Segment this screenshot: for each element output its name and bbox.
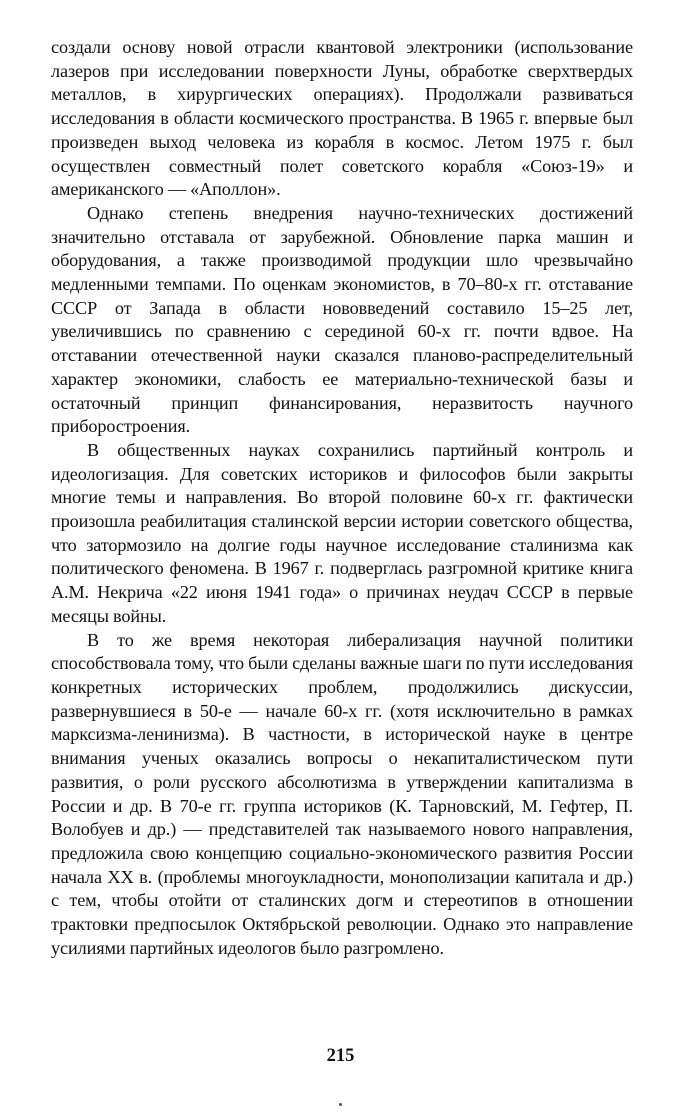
page-body (51, 36, 633, 960)
scan-speck (339, 1103, 342, 1106)
page-number: 215 (326, 1046, 355, 1066)
paragraph-4: В то же время некоторая либерализация научной политики способствовала тому, что были сделаны важные шаги по пути исследования конкретных исторических проблем, продолжились дискуссии, развернувшиеся в 50-е — начале 60-х гг. (хотя исключительно в рамках марксизма-ленинизма). В частности, в исторической науке в центре внимания ученых оказались вопросы о некапиталистическом пути развития, о роли русского абсолютизма в утверждении капитализма в России и др. В 70-е гг. группа историков (К. Тарновский, М. Гефтер, П. Волобуев и др.) — представителей так называемого нового направления, предложила свою концепцию социально-экономического развития России начала XX в. (проблемы многоукладности, монополизации капитала и др.) с тем, чтобы отойти от сталинских догм и стереотипов в отношении трактовки предпосылок Октябрьской революции. Однако это направление усилиями партийных идеологов было разгромлено. (51, 629, 633, 958)
paragraph-1: создали основу новой отрасли квантовой электроники (использование лазеров при исследовании поверхности Луны, обработке сверхтвердых металлов, в хирургических операциях). Продолжали развиваться исследования в области космического пространства. В 1965 г. впервые был произведен выход человека из корабля в космос. Летом 1975 г. был осуществлен совместный полет советского корабля «Союз-19» и американского — «Аполлон». (51, 37, 633, 200)
paragraph-3: В общественных науках сохранились партийный контроль и идеологизация. Для советских историков и философов были закрыты многие темы и направления. Во второй половине 60-х гг. фактически произошла реабилитация сталинской версии истории советского общества, что затормозило на долгие годы научное исследование сталинизма как политического феномена. В 1967 г. подверглась разгромной критике книга А.М. Некрича «22 июня 1941 года» о причинах неудач СССР в первые месяцы войны. (51, 439, 633, 626)
paragraph-2: Однако степень внедрения научно-технических достижений значительно отставала от зарубежной. Обновление парка машин и оборудования, а также производимой продукции шло чрезвычайно медленными темпами. По оценкам экономистов, в 70–80-х гг. отставание СССР от Запада в области нововведений составило 15–25 лет, увеличившись по сравнению с серединой 60-х гг. почти вдвое. На отставании отечественной науки сказался планово-распределительный характер экономики, слабость ее материально-технической базы и остаточный принцип финансирования, неразвитость научного приборостроения. (51, 202, 633, 437)
